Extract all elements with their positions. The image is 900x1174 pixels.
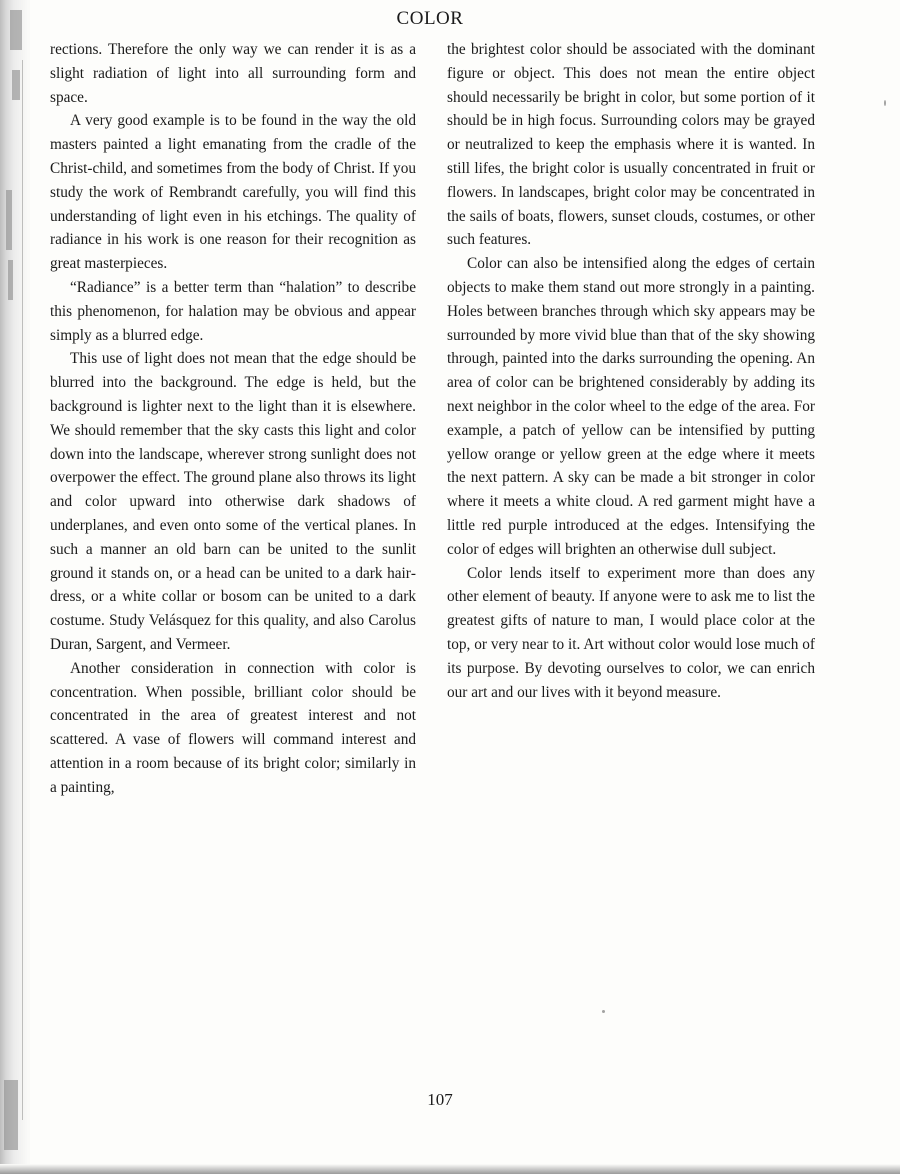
right-text-column	[447, 38, 815, 704]
paragraph: rections. Therefore the only way we can render it is as a slight radiation of light into all surrounding form and space.	[50, 41, 416, 106]
spine-shadow-line	[22, 60, 23, 1120]
paragraph: the brightest color should be associated with the dominant figure or object. This does not mean the entire object should necessarily be bright in color, but some portion of it should be in high focus. Surrounding colors may be grayed or neutralized to keep the emphasis where it is wanted. In still lifes, the bright color is usually concentrated in fruit or flowers. In landscapes, bright color may be concentrated in the sails of boats, flowers, sunset clouds, costumes, or other such features.	[447, 41, 815, 249]
paragraph: “Radiance” is a better term than “halation” to describe this phenomenon, for halation may be obvious and appear simply as a blurred edge.	[50, 278, 416, 344]
paragraph: Color can also be intensified along the edges of certain objects to make them stand out more strongly in a painting. Holes between branches through which sky appears may be surrounded by more vivid blue than that of the sky showing through, painted into the darks surrounding the opening. An area of color can be brightened considerably by adding its next neighbor in the color wheel to the edge of the area. For example, a patch of yellow can be intensified by putting yellow orange or yellow green at the edge where it meets the next pattern. A sky can be made a bit stronger in color where it meets a white cloud. A red garment might have a little red purple introduced at the edges. Intensifying the color of edges will brighten an otherwise dull subject.	[447, 255, 815, 558]
scan-speck	[884, 100, 886, 106]
paragraph: This use of light does not mean that the edge should be blurred into the background. The edge is held, but the background is lighter next to the light than it is elsewhere. We should remember that the sky casts this light and color down into the landscape, wherever strong sunlight does not overpower the effect. The ground plane also throws its light and color upward into otherwise dark shadows of underplanes, and even onto some of the vertical planes. In such a manner an old barn can be united to the sunlit ground it stands on, or a head can be united to a dark hairdress, or a white collar or bosom can be united to a dark costume. Study Velásquez for this quality, and also Carolus Duran, Sargent, and Vermeer.	[50, 350, 416, 653]
scan-speck	[602, 1010, 605, 1013]
page-number: 107	[427, 1090, 453, 1109]
paragraph: A very good example is to be found in the way the old masters painted a light emanating from the cradle of the Christ-child, and sometimes from the body of Christ. If you study the work of Rembrandt carefully, you will find this understanding of light even in his etchings. The quality of radiance in his work is one reason for their recognition as great masterpieces.	[50, 112, 416, 273]
scan-bottom-shadow	[0, 1164, 900, 1174]
left-text-column	[50, 38, 416, 800]
scanned-binding-edge	[0, 0, 30, 1174]
running-head: COLOR	[396, 8, 464, 29]
paragraph: Color lends itself to experiment more than does any other element of beauty. If anyone were to ask me to list the greatest gifts of nature to man, I would place color at the top, or very near to it. Art without color would lose much of its purpose. By devoting ourselves to color, we can enrich our art and our lives with it beyond measure.	[447, 564, 815, 701]
paragraph: Another consideration in connection with color is concentration. When possible, brilliant color should be concentrated in the area of greatest interest and not scattered. A vase of flowers will command interest and attention in a room because of its bright color; similarly in a painting,	[50, 659, 416, 796]
